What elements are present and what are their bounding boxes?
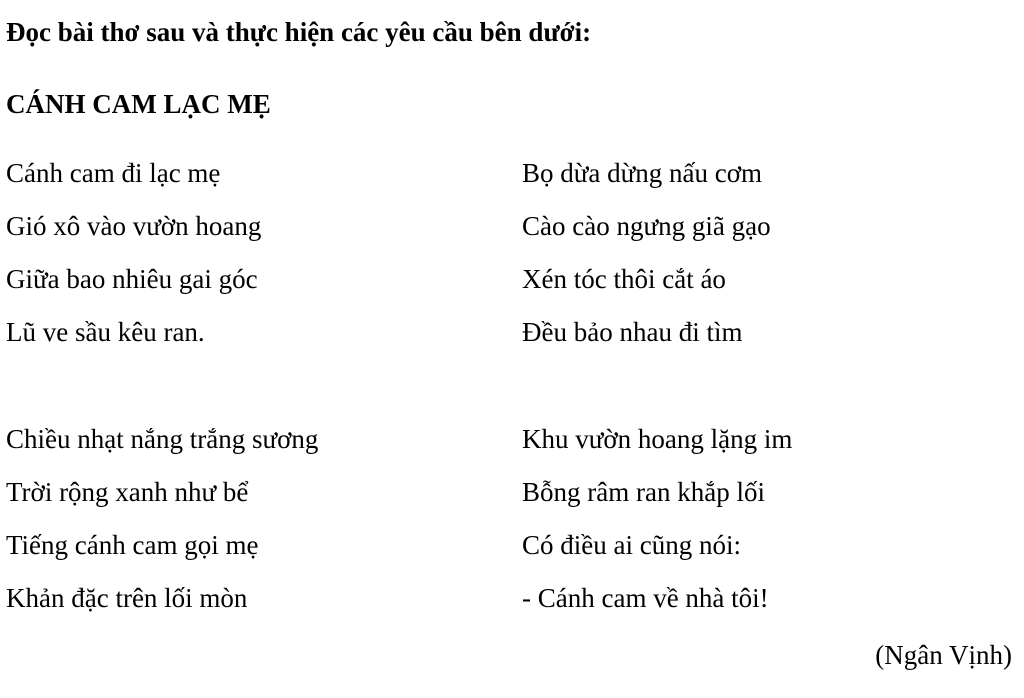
poem-line: Chiều nhạt nắng trắng sương — [6, 424, 319, 454]
poem-line: Khản đặc trên lối mòn — [6, 583, 248, 613]
poem-line: Tiếng cánh cam gọi mẹ — [6, 530, 259, 560]
poem-line: Giữa bao nhiêu gai góc — [6, 264, 258, 294]
poem-line: Bọ dừa dừng nấu cơm — [522, 158, 763, 188]
poem-line: Trời rộng xanh như bể — [6, 477, 249, 507]
poem-line: Gió xô vào vườn hoang — [6, 211, 262, 241]
poem-author: (Ngân Vịnh) — [875, 640, 1012, 670]
poem-line: Khu vườn hoang lặng im — [522, 424, 793, 454]
poem-line: Có điều ai cũng nói: — [522, 530, 741, 560]
poem-line: Lũ ve sầu kêu ran. — [6, 317, 205, 347]
poem-line: Cào cào ngưng giã gạo — [522, 211, 771, 241]
instruction-heading: Đọc bài thơ sau và thực hiện các yêu cầu bên dưới: — [6, 17, 592, 47]
poem-line: Đều bảo nhau đi tìm — [522, 317, 743, 347]
poem-title: CÁNH CAM LẠC MẸ — [6, 89, 271, 119]
poem-line: Bỗng râm ran khắp lối — [522, 477, 765, 507]
poem-line: Cánh cam đi lạc mẹ — [6, 158, 221, 188]
poem-line: Xén tóc thôi cắt áo — [522, 264, 726, 294]
poem-line: - Cánh cam về nhà tôi! — [522, 583, 769, 613]
